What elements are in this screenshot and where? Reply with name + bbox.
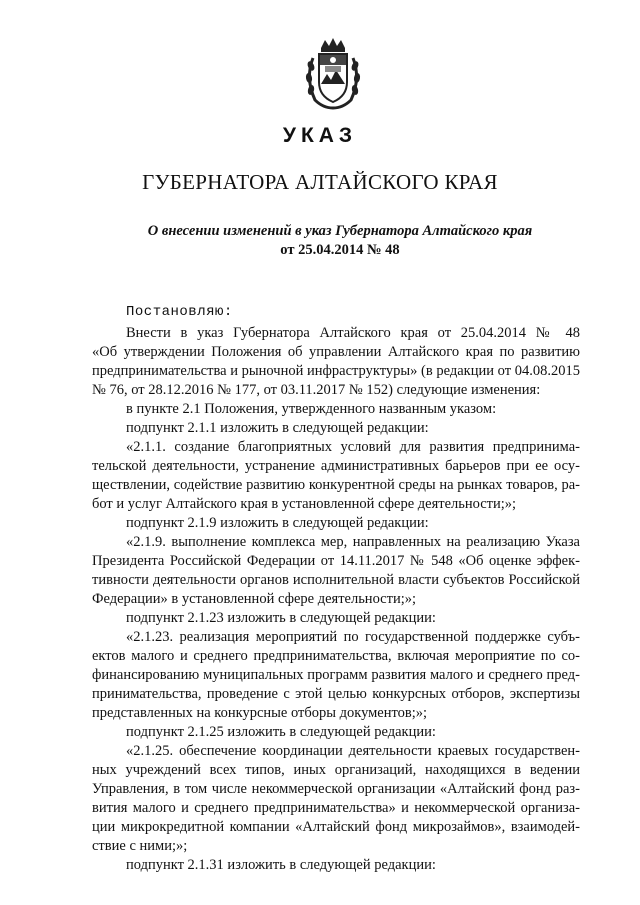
- body-line: подпункт 2.1.9 изложить в следующей редакции:: [126, 515, 429, 531]
- heading-line-2: от 25.04.2014 № 48: [280, 242, 400, 258]
- body-line: ции микрокредитной компании «Алтайский фонд микрозаймов», взаимодей-: [92, 819, 580, 835]
- body-line: принимательства, проведение с этой целью конкурсных отборов, экспертизы: [92, 686, 580, 702]
- body-line: финансированию муниципальных программ развития малого и среднего пред-: [92, 667, 580, 683]
- body-line: подпункт 2.1.23 изложить в следующей редакции:: [126, 610, 436, 626]
- document-heading: [100, 222, 580, 260]
- body-line: «2.1.25. обеспечение координации деятельности краевых государствен-: [126, 743, 580, 759]
- body-line: ных учреждений всех типов, иных организаций, находящихся в ведении: [92, 762, 580, 778]
- body-line: ектов малого и среднего предпринимательства, включая мероприятие по со-: [92, 648, 580, 664]
- body-line: «2.1.23. реализация мероприятий по государственной поддержке субъ-: [126, 629, 580, 645]
- body-line: вития малого и среднего предпринимательства» и некоммерческой организа-: [92, 800, 580, 816]
- body-line: «2.1.9. выполнение комплекса мер, направленных на реализацию Указа: [126, 534, 580, 550]
- body-line: в пункте 2.1 Положения, утвержденного названным указом:: [126, 401, 497, 417]
- body-line: «2.1.1. создание благоприятных условий для развития предпринима-: [126, 439, 580, 455]
- document-subtitle: ГУБЕРНАТОРА АЛТАЙСКОГО КРАЯ: [142, 170, 498, 194]
- body-line: Федерации» в установленной сфере деятельности;»;: [92, 591, 417, 607]
- body-line: ществлении, содействие развитию конкурентной среды на рынках товаров, ра-: [92, 477, 580, 493]
- body-line: Президента Российской Федерации от 14.11.2017 № 548 «Об оценке эффек-: [92, 553, 580, 569]
- body-line: тельской деятельности, устранение административных барьеров при ее осу-: [92, 458, 580, 474]
- body-line: подпункт 2.1.1 изложить в следующей редакции:: [126, 420, 429, 436]
- body-line: бот и услуг Алтайского края в установленной сфере деятельности;»;: [92, 496, 517, 512]
- body-line: тивности деятельности органов исполнительной власти субъектов Российской: [92, 572, 580, 588]
- body-line: ствие с ними;»;: [92, 838, 188, 854]
- heading-line-1: О внесении изменений в указ Губернатора Алтайского края: [147, 223, 533, 239]
- resolve-text: Постановляю:: [126, 304, 233, 320]
- body-line: представленных на конкурсные отборы документов;»;: [92, 705, 428, 721]
- coat-of-arms-icon: [303, 38, 363, 110]
- body-line: «Об утверждении Положения об управлении Алтайского края по развитию: [92, 344, 580, 360]
- body-line: Управления, в том числе некоммерческой организации «Алтайский фонд раз-: [92, 781, 580, 797]
- body-line: подпункт 2.1.25 изложить в следующей редакции:: [126, 724, 436, 740]
- document-title: УКАЗ: [282, 124, 358, 147]
- body-line: № 76, от 28.12.2016 № 177, от 03.11.2017 № 152) следующие изменения:: [92, 382, 541, 398]
- body-line: Внести в указ Губернатора Алтайского края от 25.04.2014 № 48: [126, 325, 580, 341]
- body-line: предпринимательства и рыночной инфраструктуры» (в редакции от 04.08.2015: [92, 363, 580, 379]
- body-line: подпункт 2.1.31 изложить в следующей редакции:: [126, 857, 436, 873]
